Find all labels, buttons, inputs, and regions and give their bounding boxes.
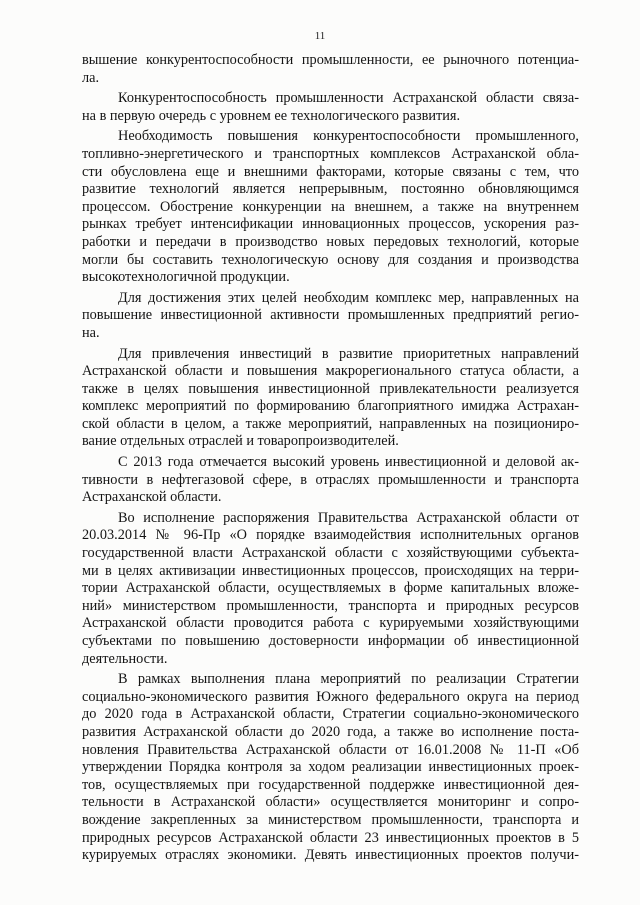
text-line: ла. (82, 69, 100, 86)
paragraph-p6 (82, 454, 579, 507)
text-line: ний» министерством промышленности, транспорта и природных ресурсов (82, 597, 579, 614)
text-line: В рамках выполнения плана мероприятий по реализации Стратегии (118, 671, 579, 688)
text-line: новления Правительства Астраханской области от 16.01.2008 № 11-П «Об (82, 741, 579, 758)
text-line: ми в целях активизации инвестиционных процессов, происходящих на терри- (82, 562, 579, 579)
text-line: тивности в нефтегазовой сфере, в отраслях промышленности и транспорта (82, 471, 579, 488)
text-line: Конкурентоспособность промышленности Астраханской области связа- (118, 90, 579, 107)
paragraph-p8 (82, 671, 579, 865)
text-line: процессом. Обострение конкуренции на внешнем, а также на внутреннем (82, 198, 579, 215)
text-line: Во исполнение распоряжения Правительства Астраханской области от (118, 509, 579, 526)
text-line: высокотехнологичной продукции. (82, 269, 290, 286)
text-line: Астраханской области. (82, 489, 222, 506)
paragraph-p2 (82, 90, 579, 125)
text-line: на в первую очередь с уровнем ее технологического развития. (82, 107, 461, 124)
text-line: ской области в целом, а также мероприятий, направленных на позициониро- (82, 415, 579, 432)
text-line: также в целях повышения инвестиционной привлекательности реализуется (82, 380, 579, 397)
text-line: работки и передачи в производство новых передовых технологий, которые (82, 233, 579, 250)
text-line: субъектами по повышению достоверности информации об инвестиционной (82, 633, 579, 649)
text-line: утверждении Порядка контроля за ходом реализации инвестиционных проек- (82, 759, 579, 776)
text-line: развития Астраханской области до 2020 года, а также во исполнение поста- (82, 723, 579, 740)
text-line: тории Астраханской области, осуществляемых в форме капитальных вложе- (82, 580, 579, 597)
text-line: на. (82, 324, 100, 341)
paragraph-p1 (82, 52, 579, 87)
text-line: тельности в Астраханской области» осуществляется мониторинг и сопро- (82, 794, 579, 811)
text-line: Астраханской области и повышения макрорегионального статуса области, а (82, 363, 579, 380)
text-line: природных ресурсов Астраханской области 23 инвестиционных проектов в 5 (82, 829, 579, 846)
page-number: 11 (314, 30, 326, 42)
text-line: вождение закрепленных за министерством промышленности, транспорта и (82, 811, 579, 828)
text-line: Необходимость повышения конкурентоспособности промышленного, (118, 128, 579, 145)
text-line: повышение инвестиционной активности промышленных предприятий регио- (82, 307, 579, 324)
paragraph-p3 (82, 128, 579, 286)
text-line: вышение конкурентоспособности промышленности, ее рыночного потенциа- (82, 52, 579, 68)
paragraph-p4 (82, 290, 579, 343)
text-line: вание отдельных отраслей и товаропроизводителей. (82, 433, 399, 450)
text-line: социально-экономического развития Южного федерального округа на период (82, 688, 579, 705)
text-line: деятельности. (82, 650, 168, 667)
text-line: тов, осуществляемых при государственной поддержке инвестиционной дея- (82, 776, 579, 793)
paragraph-p7 (82, 510, 579, 668)
text-line: Для привлечения инвестиций в развитие приоритетных направлений (118, 345, 579, 362)
text-line: топливно-энергетического и транспортных комплексов Астраханской обла- (82, 145, 579, 162)
text-line: рынках требует интенсификации инновационных процессов, ускорения раз- (82, 216, 579, 233)
text-line: Астраханской области проводится работа с курируемыми хозяйствующими (82, 615, 579, 632)
text-line: сти обусловлена еще и внешними факторами, которые связаны с тем, что (82, 163, 579, 180)
text-line: до 2020 года в Астраханской области, Стратегии социально-экономического (82, 706, 579, 723)
document-body (82, 52, 579, 865)
text-line: курируемых отраслях экономики. Девять инвестиционных проектов получи- (82, 847, 579, 864)
paragraph-p5 (82, 346, 579, 452)
text-line: государственной власти Астраханской области с хозяйствующими субъекта- (82, 545, 579, 562)
text-line: 20.03.2014 № 96-Пр «О порядке взаимодействия исполнительных органов (82, 527, 579, 544)
text-line: С 2013 года отмечается высокий уровень инвестиционной и деловой ак- (118, 454, 579, 471)
text-line: комплекс мероприятий по формированию благоприятного имиджа Астрахан- (82, 398, 579, 415)
text-line: могли бы составить технологическую основу для создания и производства (82, 251, 579, 268)
text-line: Для достижения этих целей необходим комплекс мер, направленных на (118, 289, 579, 306)
text-line: развитие технологий является непрерывным, постоянно обновляющимся (82, 181, 579, 198)
